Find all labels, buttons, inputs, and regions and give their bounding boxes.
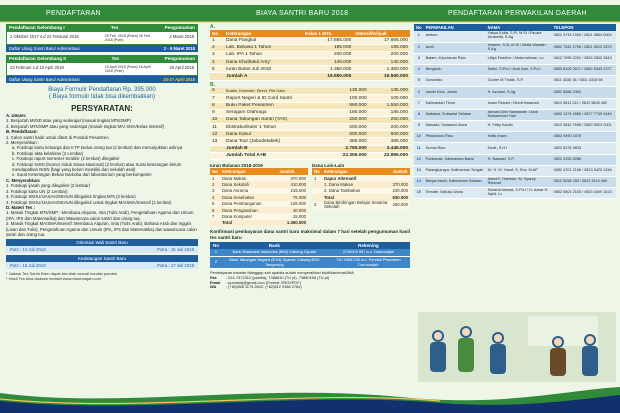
gelombang2-daftar-ulang: Daftar Ulang Santri Baru/ Administrasi 20-27 April 2018 xyxy=(6,76,198,83)
lain-table: No Keterangan Jumlah 1 Dapur Alternatif 1. Dana Makan 370.000 2. Dana Tambahan 240.000 Total 630.000 2 Dana Bimbingan Belajar Sesama Sekolah 250.000 xyxy=(314,169,408,209)
table-row: 2 Bank Tabungan Negara (BTN) Syariah Cabang BSD Tangerang 710 1006 232 a.n. Pondok Pesantren Darunnajah xyxy=(210,256,410,268)
table-row: 6 Jambi Kota, Jambi H. Azmani, S.Ag. 0852 6666 2464 xyxy=(414,87,616,98)
header-biaya: BIAYA SANTRI BARU 2018 xyxy=(256,10,349,17)
table-row: 5 Dana Pembangunan 125.000 xyxy=(212,201,306,207)
table-row: 1 Bank Muamalat Indonesia (BMI) Cabang Ciputat 3740000 597 a.n. Darunnajah xyxy=(210,249,410,256)
table-row: 2 Dana Bimbingan Belajar Sesama Sekolah 250.000 xyxy=(314,199,408,209)
table-row: 7 Raport Negeri & ID Card Santri 100.000 100.000 xyxy=(212,95,408,101)
table-row: 2 Dana Sekolah 410.000 xyxy=(212,182,306,188)
section-a-label: A. xyxy=(210,24,215,30)
iuran-bulanan: Iuran Bulanan 2018-2019 No Keterangan Jumlah 1 Dana Makan 370.000 2 Dana Sekolah 410.000 3 Dana Asrama 215.000 4 Dana Kesehatan 75.000 5 Dana Pembangunan 125.000 6 Dana Pengasuhan 40.000 7 Dana Komputer 15.000 Total 1.350.000 xyxy=(210,163,306,226)
kedatangan-dates: Putri : 16 Juli 2018 Putra : 17 Juli 2018 xyxy=(6,262,198,269)
table-row: 13 Dana Tour (Jabodetabek) 385.000 385.000 xyxy=(212,139,408,145)
table-row: 1 Dapur Alternatif xyxy=(312,175,410,181)
col-no: No xyxy=(210,30,224,37)
table-row: 1 Dana Makan 370.000 xyxy=(212,175,306,181)
table-total-row: Total 1.350.000 xyxy=(210,220,308,226)
table-row: 6 Buatin, Kelender, Direct, File Data 135.000 135.000 xyxy=(212,88,408,94)
table-row: 3 Lab. IPA 1 Tahun 200.000 200.000 xyxy=(212,52,408,58)
footer-wave xyxy=(0,379,620,413)
table-row: 9 Seragam Olahraga 185.000 185.000 xyxy=(212,110,408,116)
table-row: 4 Bengkulu Saiful, S.Pd.I / Andi Azis, S.Pd.I 0853 8109 2671 / 0852 5343 3727 xyxy=(414,65,616,76)
section-b-label: B. xyxy=(210,81,215,88)
table-row: 1 Dana Pangkal 17.665.000 17.665.000 xyxy=(212,37,408,43)
table-row: 7 Kalimantan Timur Imam Ruhani / Munif Hasanah 0812 5811 012 / 0812 5826 482 xyxy=(414,98,616,109)
col-aliyah: Intensif/Aliyah xyxy=(353,30,410,37)
biaya-table-a xyxy=(210,30,410,81)
perwakilan-table: No PERWAKILAN NAMA TELEPON 1 Ambon Yahya Kotta, S.Pi, M.Si / Fauzia Umarella, S.Ag 0821 9715 1900 / 0821 9854 0000 2 Aceh Irhamni, S.Si, M.Si / Mulia Wardah, S.Ag 0852 7542 2756 / 0821 6512 2879 3 Batam, Kepulauan Riau Liftya Fearline / Abdurrahman, Lc 0812 7099 2291 / 0815 2800 3643 4 Bengkulu Saiful, S.Pd.I / Andi Azis, S.Pd.I 0853 8109 2671 / 0852 5343 3727 5 Gorontalo Gunter M Thalib, S.P. 0811 4330 16 / 0811 4316 58 6 Jambi Kota, Jambi H. Azmani, S.Ag. 0852 6666 2464 7 Kalimantan Timur Imam Ruhani / Munif Hasanah 0812 5811 012 / 0812 5826 482 8 Makasar, Sulawesi Selatan Ahmad Zein Nasbaddin / Aedi Muhammad Yani 0853 1574 0885 / 0877 7749 0449 9 Manado, Sulawesi Utara H. Fatty Kautin 0812 4542 7698 / 0853 9523 0001 10 Pekanbaru Riau Hafis Imam 0853 9490 1876 11 Dumai Riau Dede, S.H.I 0822 8376 9833 12 Pontianak, Kalimantan Barat H. Nawawi, S.P. 0821 2250 8286 13 Palangkaraya, Kalimantan Tengah Dr. H. M. Yusuf, S. Sos, M.AP 0852 4701 2166 / 0813 5420 1246 14 Banjarmasin, Kalimantan Selatan Asma F. Hamida / M. Syauqi Rahmat 0812 5058 250 / 0812 5114 469 15 Ternate, Maluku Utara Sukardi Ahmad, S.Pd.I / H. Azhar H. Aqlid, Lc 0852 5501 2153 / 0823 4409 1513 xyxy=(414,24,616,199)
table-total-row: Jumlah A 19.550.000 19.550.000 xyxy=(210,73,410,80)
table-row: 3 Batam, Kepulauan Riau Liftya Fearline / Abdurrahman, Lc 0812 7099 2291 / 0815 2800 3643 xyxy=(414,53,616,64)
table-row: 13 Palangkaraya, Kalimantan Tengah Dr. H. M. Yusuf, S. Sos, M.AP 0852 4701 2166 / 0813 5420 1246 xyxy=(414,165,616,176)
table-row: 12 Pontianak, Kalimantan Barat H. Nawawi, S.P. 0821 2250 8286 xyxy=(414,154,616,165)
persyaratan-title: PERSYARATAN: xyxy=(71,104,133,113)
notes: * Jadwal Tes Santri Baru dapat berubah sesuai kondisi pondok * Hasil Tes bisa diakses melalui www.darunnajah.com xyxy=(6,271,117,282)
table-row: 8 Buku Paket Pesantren 860.000 1.550.000 xyxy=(212,103,408,109)
column-perwakilan xyxy=(414,24,616,199)
table-row: 15 Ternate, Maluku Utara Sukardi Ahmad, S.Pd.I / H. Azhar H. Aqlid, Lc 0852 5501 2153 / 0823 4409 1513 xyxy=(414,188,616,199)
column-pendaftaran xyxy=(6,24,198,281)
table-row: 5 Gorontalo Gunter M Thalib, S.P. 0811 4330 16 / 0811 4316 58 xyxy=(414,76,616,87)
col-mts: Kelas 1 MTs. xyxy=(303,30,353,37)
table-row: 14 Banjarmasin, Kalimantan Selatan Asma F. Hamida / M. Syauqi Rahmat 0812 5058 250 / 0812 5114 469 xyxy=(414,176,616,187)
table-row: 1 Ambon Yahya Kotta, S.Pi, M.Si / Fauzia Umarella, S.Ag 0821 9715 1900 / 0821 9854 0000 xyxy=(414,31,616,42)
header-perwakilan: PENDAFTARAN PERWAKILAN DAERAH xyxy=(448,10,587,17)
bank-table: No Bank Rekening 1 Bank Muamalat Indonesia (BMI) Cabang Ciputat 3740000 597 a.n. Darunnajah 2 Bank Tabungan Negara (BTN) Syariah Cabang BSD Tangerang 710 1006 232 a.n. Pondok Pesantren Darunnajah xyxy=(210,242,410,269)
orientasi-dates: Putri : 14 Juli 2018 Putra : 15 Juli 2018 xyxy=(6,246,198,253)
konfirmasi-note: Konfirmasi pembayaran dana santri baru maksimal dalam 7 hari setelah pengumuman hasil tes santri baru xyxy=(210,229,410,240)
orientasi-title: Orientasi Wali Santri Baru xyxy=(6,239,198,246)
table-row: 11 Dumai Riau Dede, S.H.I 0822 8376 9833 xyxy=(414,143,616,154)
iuran-lain-row xyxy=(210,163,410,226)
table-row: Total 630.000 xyxy=(312,194,410,200)
biaya-formulir: Biaya Formulir Pendaftaran Rp. 395.000 ( Biaya formulir tidak bisa dikembalikan) xyxy=(48,87,156,100)
biaya-table-b xyxy=(210,88,410,160)
table-row: 2 Lab. Bahasa 1 Tahun 195.000 195.000 xyxy=(212,45,408,51)
table-row: 11 Ekstrakurikuler 1 Tahun 200.000 200.000 xyxy=(212,124,408,130)
gelombang2-dates: 23 Februari s.d 13 April 2018 15 April 2018 (Putra) 16 April 2018 (Putri) 20 April 2018 xyxy=(6,62,198,76)
table-row: 2. Dana Tambahan 240.000 xyxy=(312,188,410,194)
table-row: 2 Aceh Irhamni, S.Si, M.Si / Mulia Wardah, S.Ag 0852 7542 2756 / 0821 6512 2879 xyxy=(414,42,616,53)
table-row: 10 Pekanbaru Riau Hafis Imam 0853 9490 1876 xyxy=(414,132,616,143)
iuran-table: No Keterangan Jumlah 1 Dana Makan 370.000 2 Dana Sekolah 410.000 3 Dana Asrama 215.000 4 Dana Kesehatan 75.000 5 Dana Pembangunan 125.000 6 Dana Pengasuhan 40.000 7 Dana Komputer 15.000 Total 1.350.000 xyxy=(212,169,306,226)
kedatangan-title: Kedatangan Santri Baru xyxy=(6,255,198,262)
persyaratan-list: A. Umum: 1. Berijazah MI/SD atau yang sederajat (masuk tingkat MTs/SMP) 2. Berijazah MTs/SMP atau yang sederajat (masuk tingkat MA/ SMA/Kelas Intensif) B. Pendaftaran: 1. Calon santri hadir untuk ditest di Pondok Pesantren 2. Menyerahkan : a. Fotokopi kartu keluarga dan KTP kedua orang tua (2 lembar) dan menunjukkan aslinya b. Fotokopi akta kelahiran (2 Lembar) c. Fotokopi raport semester terakhir (2 lembar) dilegalisir d. Fotokopi NISN (Nomor Induk Siswa Nasional) (2 lembar) atau Surat keterangan belum mendapatkan NISN (bagi yang belum memiliki dari sekolah asal) e. Surat Keterangan Bebas Narkoba dari laboratorium yang berkompeten C. Menyerahkan: 1. Fotokopi ijasah yang dilegalisir (2 lembar) 2. Fotokopi kartu UN (2 Lembar) 3. Fotokopi SKHU/IJASAH/SKHUN dilegalisir tingkat MTs (2 lembar) 4. Fotokopi SKHU/IJASAH/SKHUN dilegalisir untuk tingkat MA/SMA/Intensif (2 lembar) D. Materi Tes : 1. Masuk Tingkat MTs/SMP : Membaca Alquran, mta (Tulis Arab), Pengetahuan Agama dan Umum (IPA, IPS dan Matematika) dan Wawancara calon santri dan orang tua. 2. Masuk Tingkat MA/SMA/Intensif: Membaca Alquran, imla (Tulis Arab), Bahasa Arab dan Inggris (Lisan dan Tulis), Pengetahuan Agama dan Umum (IPA, IPS dan Matematika) dan wawancara calon santri dan orang tua. xyxy=(6,113,197,237)
table-row: 4 Dana Kesehatan 75.000 xyxy=(212,194,306,200)
table-row: 9 Manado, Sulawesi Utara H. Fatty Kautin 0812 4542 7698 / 0853 9523 0001 xyxy=(414,121,616,132)
col-keterangan: Keterangan xyxy=(224,30,303,37)
gelombang1-dates: 1 Oktober 2017 s.d 22 Februari 2018 25 Feb. 2018 (Putra) 26 Feb. 2018 (Putri) 2 Maret 2018 xyxy=(6,31,198,45)
table-row: 12 Dana Kasur 600.000 600.000 xyxy=(212,131,408,137)
table-row: 3 Dana Asrama 215.000 xyxy=(212,188,306,194)
table-row: 8 Makasar, Sulawesi Selatan Ahmad Zein Nasbaddin / Aedi Muhammad Yani 0853 1574 0885 / 0877 7749 0449 xyxy=(414,109,616,120)
column-biaya xyxy=(210,24,410,290)
table-row: 6 Dana Pengasuhan 40.000 xyxy=(212,207,306,213)
gelombang2-header: Pendaftaran Gelombang II Tes Pengumuman xyxy=(6,55,198,62)
table-row: 5 Iuran Bulan Juli 2018 1.350.000 1.350.000 xyxy=(212,66,408,72)
students-photo xyxy=(418,312,616,382)
table-row: 4 Dana Khutbatul Arsy' 140.000 140.000 xyxy=(212,59,408,65)
header-pendaftaran: PENDAFTARAN xyxy=(46,10,101,17)
dana-lain: Dana Lain-Lain No Keterangan Jumlah 1 Dapur Alternatif 1. Dana Makan 370.000 2. Dana Tambahan 240.000 Total 630.000 2 Dana Bimbingan Belajar Sesama Sekolah 250.000 xyxy=(312,163,408,209)
table-total-row: Jumlah B 2.755.000 3.445.000 xyxy=(210,145,410,152)
gelombang1-header: Pendaftaran Gelombang I Tes Pengumuman xyxy=(6,24,198,31)
table-row: 7 Dana Komputer 15.000 xyxy=(212,214,306,220)
contact-info: Pembayaran transfer dianggap sah apabila sudah menyerahkan bukti/fax/email/WA Fax : 021-7372312 (panitia), 7388810 (TU pi), 73880158 (TU pt) Email : ppmdndj@gmail.com (Format JPEG/PDF) WA : (+62)858 1174 2822, (+62)812 9186 2764) xyxy=(210,270,354,290)
gelombang1-daftar-ulang: Daftar Ulang Santri Baru/ Administrasi 2 - 9 Maret 2018 xyxy=(6,45,198,52)
table-grand-total-row: Jumlah Total A+B 22.305.000 22.995.000 xyxy=(210,152,410,159)
table-row: 1. Dana Makan 370.000 xyxy=(312,181,410,187)
table-row: 10 Dana Tabungan Santri (TAS) 250.000 250.000 xyxy=(212,117,408,123)
